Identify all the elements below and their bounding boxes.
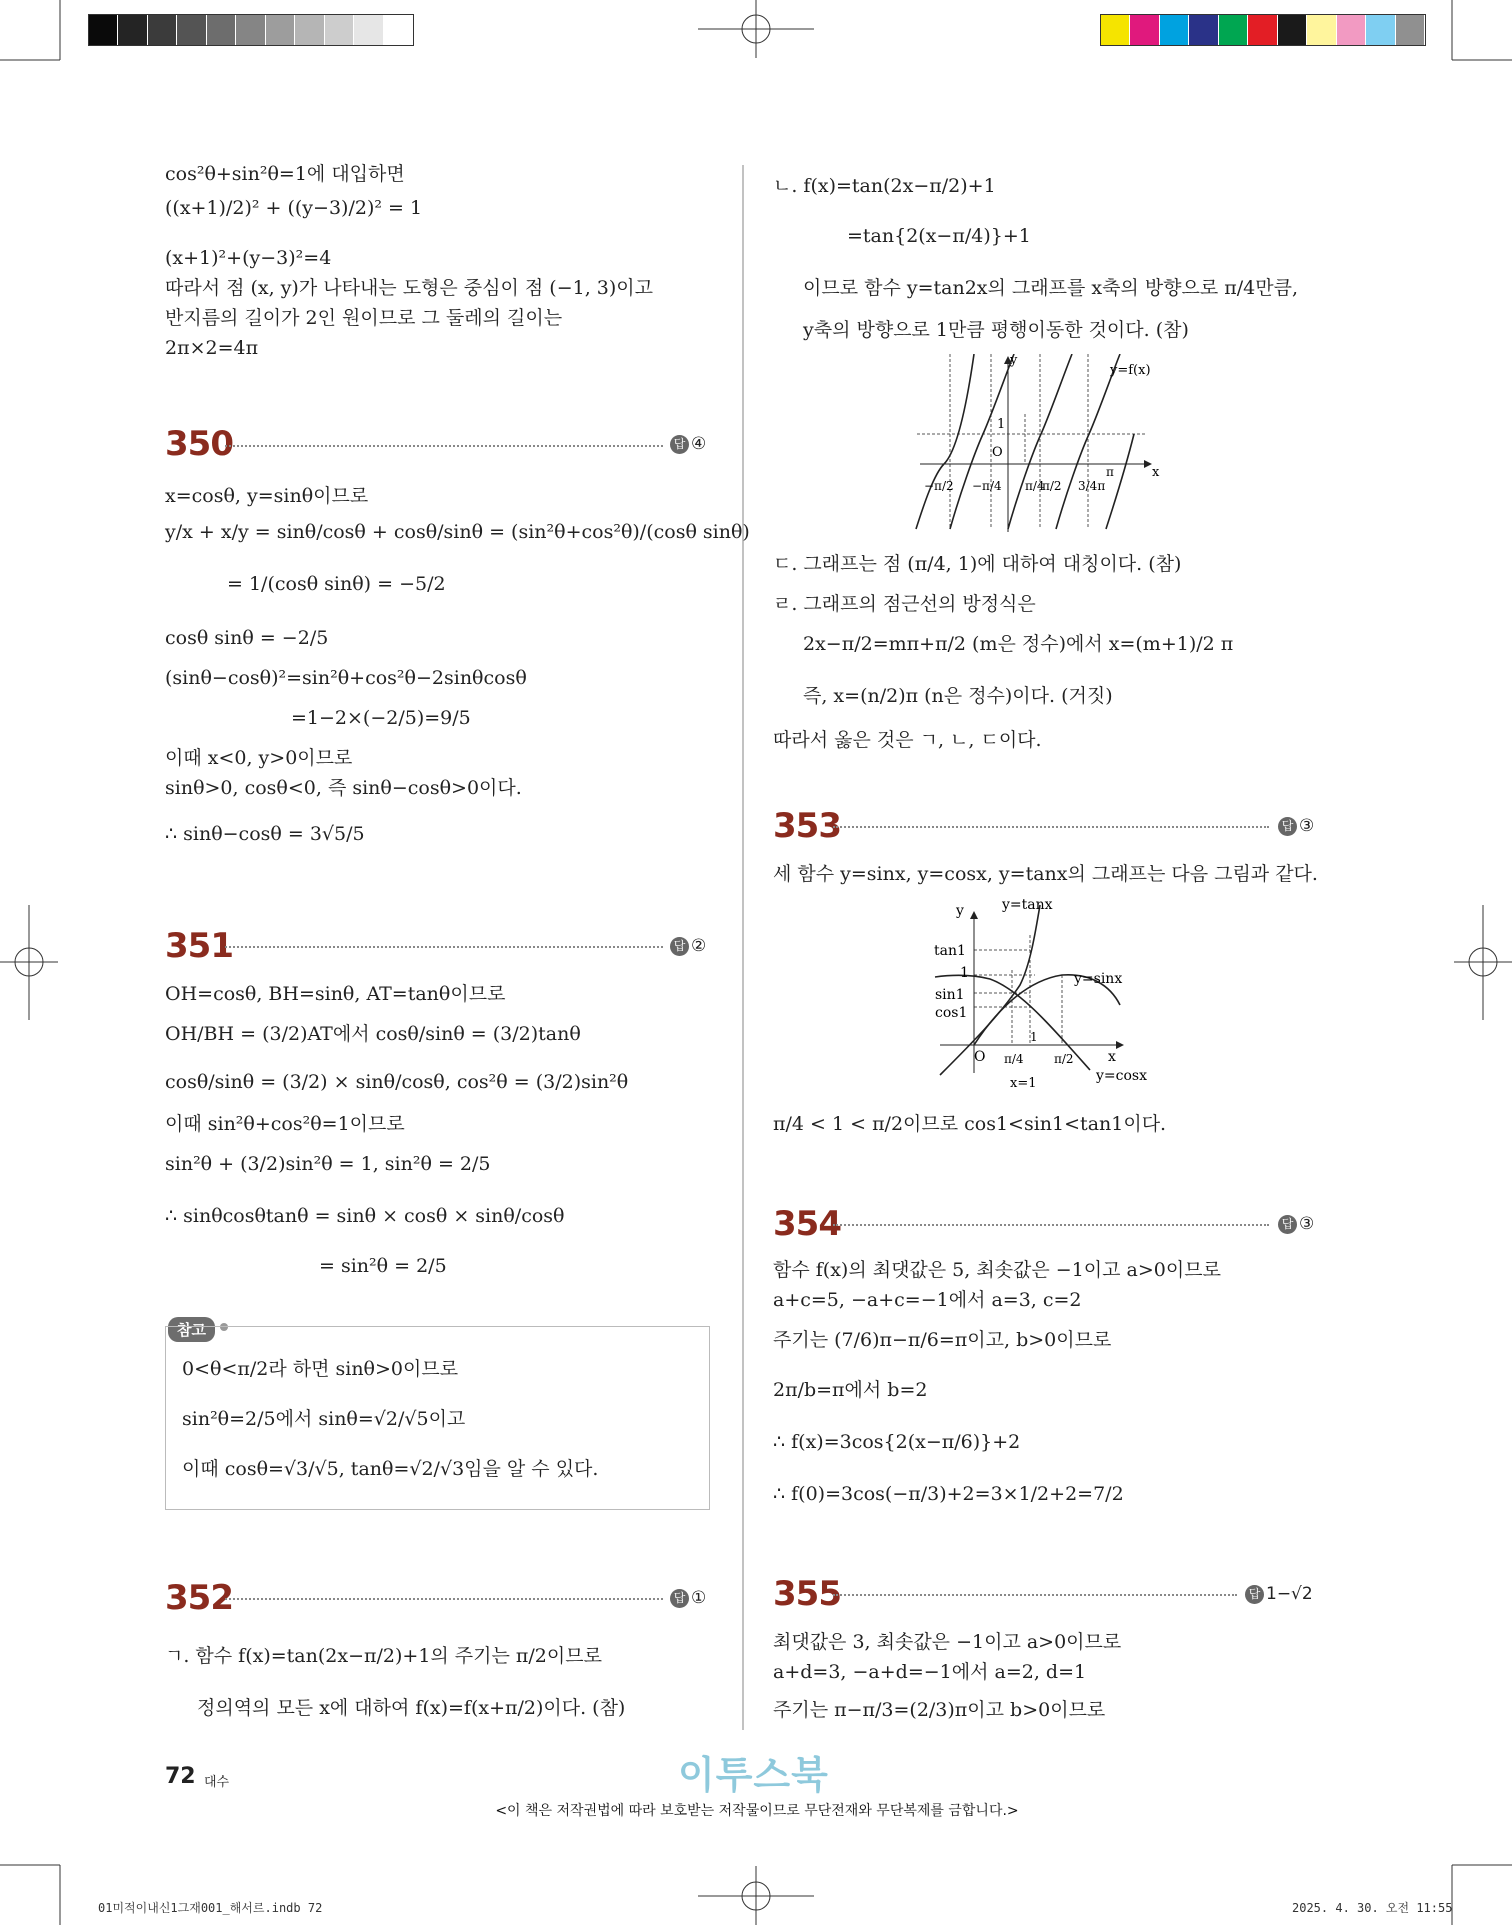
answer-value: 1−√2: [1266, 1584, 1313, 1604]
y-tick-label: tan1: [934, 943, 966, 959]
timestamp: 2025. 4. 30. 오전 11:55: [1292, 1901, 1453, 1915]
text-line: cos²θ+sin²θ=1에 대입하면: [165, 163, 405, 185]
text-line: ㄴ. f(x)=tan(2x−π/2)+1: [773, 175, 996, 197]
tan-shift-graph: [910, 354, 1160, 534]
equation: a+d=3, −a+d=−1에서 a=2, d=1: [773, 1661, 1087, 1683]
answer-value: ③: [1299, 816, 1315, 836]
x-tick-label: π/4: [1004, 1052, 1024, 1066]
page-section-label: 대수: [204, 1775, 230, 1790]
equation: ∴ sinθcosθtanθ = sinθ × cosθ × sinθ/cosθ: [165, 1205, 565, 1227]
tick-label: −π/2: [924, 479, 954, 493]
x-tick-label: 1: [1030, 1030, 1038, 1044]
note-box: [165, 1326, 710, 1510]
trig-functions-graph: [930, 895, 1170, 1095]
answer-badge: 답: [670, 937, 689, 956]
x-axis-label: x: [1108, 1049, 1116, 1065]
dotted-leader: [833, 1594, 1237, 1596]
equation: (sinθ−cosθ)²=sin²θ+cos²θ−2sinθcosθ: [165, 667, 527, 689]
equation: ∴ f(x)=3cos{2(x−π/6)}+2: [773, 1431, 1021, 1453]
text-line: ㄹ. 그래프의 점근선의 방정식은: [773, 593, 1036, 615]
equation: cosθ/sinθ = (3/2) × sinθ/cosθ, cos²θ = (3/2)sin²θ: [165, 1071, 629, 1093]
y-tick-label: 1: [960, 965, 969, 981]
one-label: 1: [997, 417, 1006, 432]
text-line: 정의역의 모든 x에 대하여 f(x)=f(x+π/2)이다. (참): [197, 1697, 626, 1719]
text-line: 이므로 함수 y=tan2x의 그래프를 x축의 방향으로 π/4만큼,: [803, 277, 1298, 299]
answer-value: ④: [691, 434, 707, 454]
answer-value: ①: [691, 1588, 707, 1608]
dotted-leader: [225, 1598, 663, 1600]
equation: ∴ sinθ−cosθ = 3√5/5: [165, 823, 365, 845]
answer-badge: 답: [1245, 1585, 1264, 1604]
text-line: 0<θ<π/2라 하면 sinθ>0이므로: [182, 1358, 459, 1380]
copyright-notice: <이 책은 저작권법에 따라 보호받는 저작물이므로 무단전재와 무단복제를 금합니다.>: [495, 1803, 1019, 1819]
equation: = sin²θ = 2/5: [319, 1255, 447, 1277]
text-line: 최댓값은 3, 최솟값은 −1이고 a>0이므로: [773, 1631, 1122, 1653]
x-tick-label: π/2: [1054, 1052, 1074, 1066]
tick-label: −π/4: [972, 479, 1002, 493]
dotted-leader: [833, 826, 1269, 828]
text-line: 따라서 점 (x, y)가 나타내는 도형은 중심이 점 (−1, 3)이고: [165, 277, 654, 299]
text-line: 세 함수 y=sinx, y=cosx, y=tanx의 그래프는 다음 그림과 같다.: [773, 863, 1318, 885]
dotted-leader: [833, 1224, 1269, 1226]
x-eq-label: x=1: [1010, 1076, 1037, 1091]
text-line: ㄷ. 그래프는 점 (π/4, 1)에 대하여 대칭이다. (참): [773, 553, 1182, 575]
text-line: x=cosθ, y=sinθ이므로: [165, 485, 369, 507]
equation: OH/BH = (3/2)AT에서 cosθ/sinθ = (3/2)tanθ: [165, 1023, 581, 1045]
equation: y/x + x/y = sinθ/cosθ + cosθ/sinθ = (sin²θ+cos²θ)/(cosθ sinθ): [165, 521, 750, 543]
problem-number-350: 350: [165, 424, 233, 464]
text-line: ㄱ. 함수 f(x)=tan(2x−π/2)+1의 주기는 π/2이므로: [165, 1645, 602, 1667]
equation: = 1/(cosθ sinθ) = −5/2: [227, 573, 446, 595]
publisher-logo: 이투스북: [678, 1753, 829, 1797]
tick-label: π/4: [1025, 479, 1045, 493]
tick-label: π/2: [1042, 479, 1062, 493]
text-line: 주기는 (7/6)π−π/6=π이고, b>0이므로: [773, 1329, 1112, 1351]
origin-label: O: [974, 1049, 986, 1065]
cos-label: y=cosx: [1096, 1068, 1147, 1084]
text-line: π/4 < 1 < π/2이므로 cos1<sin1<tan1이다.: [773, 1113, 1167, 1135]
tan-label: y=tanx: [1002, 897, 1053, 913]
equation: 2x−π/2=mπ+π/2 (m은 정수)에서 x=(m+1)/2 π: [803, 633, 1234, 655]
curve-label: y=f(x): [1110, 363, 1151, 378]
answer-353: [1278, 816, 1314, 836]
text-line: 이때 x<0, y>0이므로: [165, 747, 353, 769]
answer-badge: 답: [670, 1589, 689, 1608]
equation: ((x+1)/2)² + ((y−3)/2)² = 1: [165, 197, 423, 219]
note-tag: 참고: [168, 1317, 215, 1342]
text-line: y축의 방향으로 1만큼 평행이동한 것이다. (참): [803, 319, 1189, 341]
text-line: 함수 f(x)의 최댓값은 5, 최솟값은 −1이고 a>0이므로: [773, 1259, 1221, 1281]
y-axis-label: y: [1010, 354, 1018, 368]
equation: sin²θ + (3/2)sin²θ = 1, sin²θ = 2/5: [165, 1153, 491, 1175]
equation: =1−2×(−2/5)=9/5: [291, 707, 471, 729]
equation: 2π×2=4π: [165, 337, 259, 359]
equation: cosθ sinθ = −2/5: [165, 627, 329, 649]
answer-350: [670, 434, 706, 454]
equation: (x+1)²+(y−3)²=4: [165, 247, 332, 269]
text-line: 반지름의 길이가 2인 원이므로 그 둘레의 길이는: [165, 307, 563, 329]
text-line: 이때 sin²θ+cos²θ=1이므로: [165, 1113, 405, 1135]
origin-label: O: [992, 445, 1003, 460]
problem-number-355: 355: [773, 1574, 841, 1614]
equation: a+c=5, −a+c=−1에서 a=3, c=2: [773, 1289, 1082, 1311]
dotted-leader: [225, 445, 663, 447]
x-axis-label: x: [1152, 465, 1160, 480]
answer-352: [670, 1588, 706, 1608]
text-line: OH=cosθ, BH=sinθ, AT=tanθ이므로: [165, 983, 506, 1005]
file-name: 01미적이내신1그재001_해서르.indb 72: [98, 1901, 323, 1915]
answer-351: [670, 936, 706, 956]
answer-badge: 답: [1278, 817, 1297, 836]
answer-value: ②: [691, 936, 707, 956]
text-line: sin²θ=2/5에서 sinθ=√2/√5이고: [182, 1408, 466, 1430]
dotted-leader: [225, 946, 663, 948]
text-line: 주기는 π−π/3=(2/3)π이고 b>0이므로: [773, 1699, 1106, 1721]
answer-value: ③: [1299, 1214, 1315, 1234]
equation: ∴ f(0)=3cos(−π/3)+2=3×1/2+2=7/2: [773, 1483, 1124, 1505]
y-tick-label: sin1: [935, 987, 965, 1003]
answer-badge: 답: [670, 435, 689, 454]
problem-number-353: 353: [773, 806, 841, 846]
answer-354: [1278, 1214, 1314, 1234]
equation: 2π/b=π에서 b=2: [773, 1379, 928, 1401]
sin-label: y=sinx: [1074, 971, 1123, 987]
answer-badge: 답: [1278, 1215, 1297, 1234]
problem-number-354: 354: [773, 1204, 841, 1244]
problem-number-351: 351: [165, 926, 233, 966]
text-line: 이때 cosθ=√3/√5, tanθ=√2/√3임을 알 수 있다.: [182, 1458, 599, 1480]
y-axis-label: y: [956, 903, 964, 919]
equation: =tan{2(x−π/4)}+1: [847, 225, 1031, 247]
text-line: 따라서 옳은 것은 ㄱ, ㄴ, ㄷ이다.: [773, 729, 1042, 751]
text-line: sinθ>0, cosθ<0, 즉 sinθ−cosθ>0이다.: [165, 777, 522, 799]
answer-355: [1245, 1584, 1313, 1604]
y-tick-label: cos1: [935, 1005, 968, 1021]
tick-label: 3/4π: [1078, 479, 1106, 493]
page-number: 72: [165, 1764, 196, 1789]
problem-number-352: 352: [165, 1578, 233, 1618]
tick-label: π: [1106, 465, 1114, 479]
equation: 즉, x=(n/2)π (n은 정수)이다. (거짓): [803, 685, 1113, 707]
